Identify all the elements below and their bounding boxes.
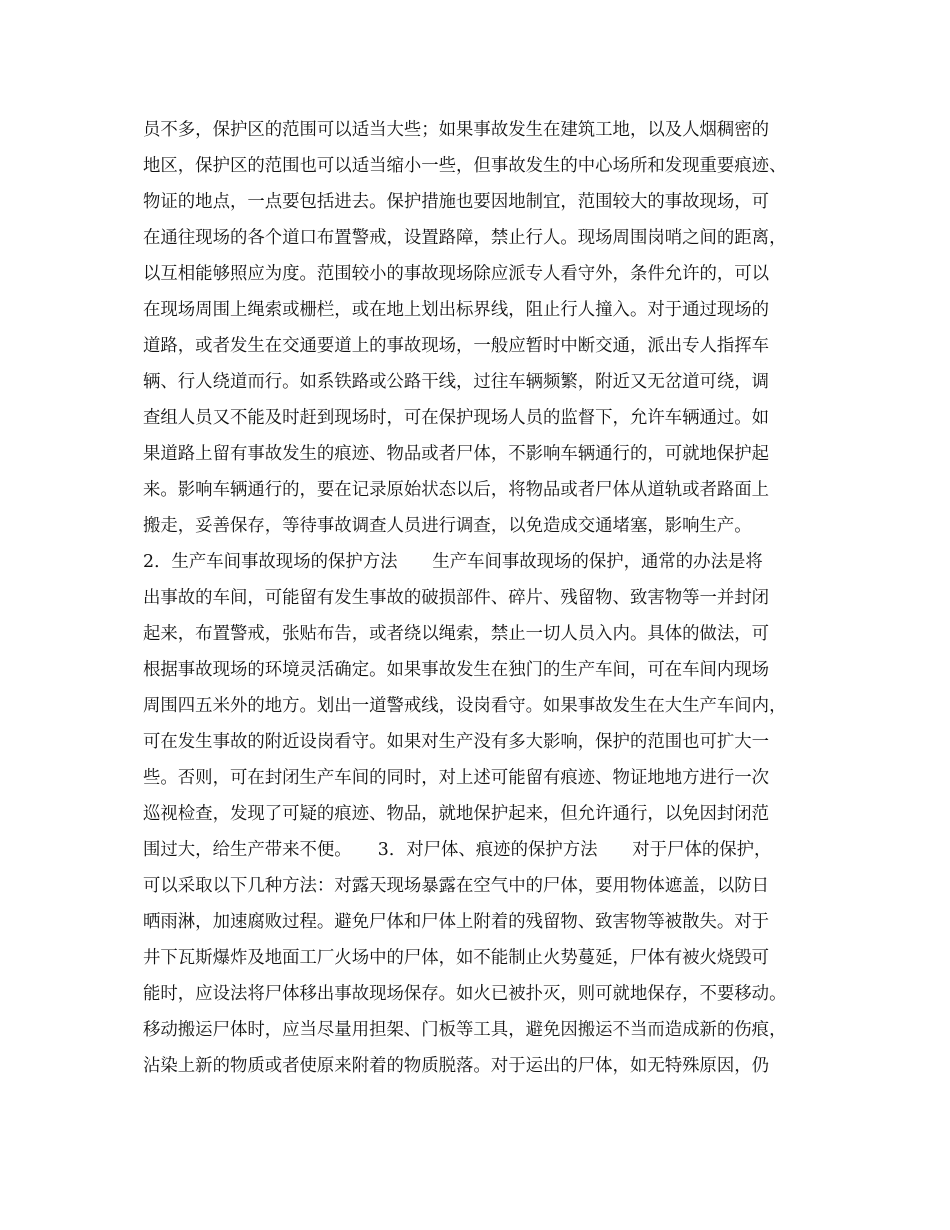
text-line: 起来，布置警戒，张贴布告，或者绕以绳索，禁止一切人员入内。具体的做法，可 (143, 624, 770, 644)
text-line: 巡视检查，发现了可疑的痕迹、物品，就地保护起来，但允许通行，以免因封闭范 (143, 804, 770, 824)
text-line: 周围四五米外的地方。划出一道警戒线，设岗看守。如果事故发生在大生产车间内， (143, 696, 787, 716)
body-text (143, 112, 833, 1084)
text-line: 井下瓦斯爆炸及地面工厂火场中的尸体，如不能制止火势蔓延，尸体有被火烧毁可 (143, 948, 770, 968)
text-line: 根据事故现场的环境灵活确定。如果事故发生在独门的生产车间，可在车间内现场 (143, 660, 770, 680)
text-line: 物证的地点，一点要包括进去。保护措施也要因地制宜，范围较大的事故现场，可 (143, 192, 770, 212)
text-line: 些。否则，可在封闭生产车间的同时，对上述可能留有痕迹、物证地地方进行一次 (143, 768, 770, 788)
text-line: 来。影响车辆通行的，要在记录原始状态以后，将物品或者尸体从道轨或者路面上 (143, 480, 770, 500)
text-line: 道路，或者发生在交通要道上的事故现场，一般应暂时中断交通，派出专人指挥车 (143, 336, 770, 356)
text-line: 出事故的车间，可能留有发生事故的破损部件、碎片、残留物、致害物等一并封闭 (143, 588, 770, 608)
text-line: 围过大，给生产带来不便。 3．对尸体、痕迹的保护方法 对于尸体的保护， (143, 840, 772, 860)
text-line: 2．生产车间事故现场的保护方法 生产车间事故现场的保护，通常的办法是将 (143, 552, 763, 572)
text-line: 在现场周围上绳索或栅栏，或在地上划出标界线，阻止行人撞入。对于通过现场的 (143, 300, 770, 320)
text-line: 在通往现场的各个道口布置警戒，设置路障，禁止行人。现场周围岗哨之间的距离， (143, 228, 787, 248)
text-line: 地区，保护区的范围也可以适当缩小一些，但事故发生的中心场所和发现重要痕迹、 (143, 156, 787, 176)
text-line: 能时，应设法将尸体移出事故现场保存。如火已被扑灭，则可就地保存，不要移动。 (143, 984, 787, 1004)
text-line: 沾染上新的物质或者使原来附着的物质脱落。对于运出的尸体，如无特殊原因，仍 (143, 1056, 770, 1076)
text-line: 以互相能够照应为度。范围较小的事故现场除应派专人看守外，条件允许的，可以 (143, 264, 770, 284)
text-line: 果道路上留有事故发生的痕迹、物品或者尸体，不影响车辆通行的，可就地保护起 (143, 444, 770, 464)
text-line: 晒雨淋，加速腐败过程。避免尸体和尸体上附着的残留物、致害物等被散失。对于 (143, 912, 770, 932)
text-line: 移动搬运尸体时，应当尽量用担架、门板等工具，避免因搬运不当而造成新的伤痕， (143, 1020, 787, 1040)
text-line: 可在发生事故的附近设岗看守。如果对生产没有多大影响，保护的范围也可扩大一 (143, 732, 770, 752)
text-line: 搬走，妥善保存，等待事故调查人员进行调查，以免造成交通堵塞，影响生产。 (143, 516, 752, 536)
text-line: 查组人员又不能及时赶到现场时，可在保护现场人员的监督下，允许车辆通过。如 (143, 408, 770, 428)
text-line: 员不多，保护区的范围可以适当大些；如果事故发生在建筑工地，以及人烟稠密的 (143, 120, 770, 140)
text-line: 辆、行人绕道而行。如系铁路或公路干线，过往车辆频繁，附近又无岔道可绕，调 (143, 372, 770, 392)
text-line: 可以采取以下几种方法：对露天现场暴露在空气中的尸体，要用物体遮盖，以防日 (143, 876, 770, 896)
